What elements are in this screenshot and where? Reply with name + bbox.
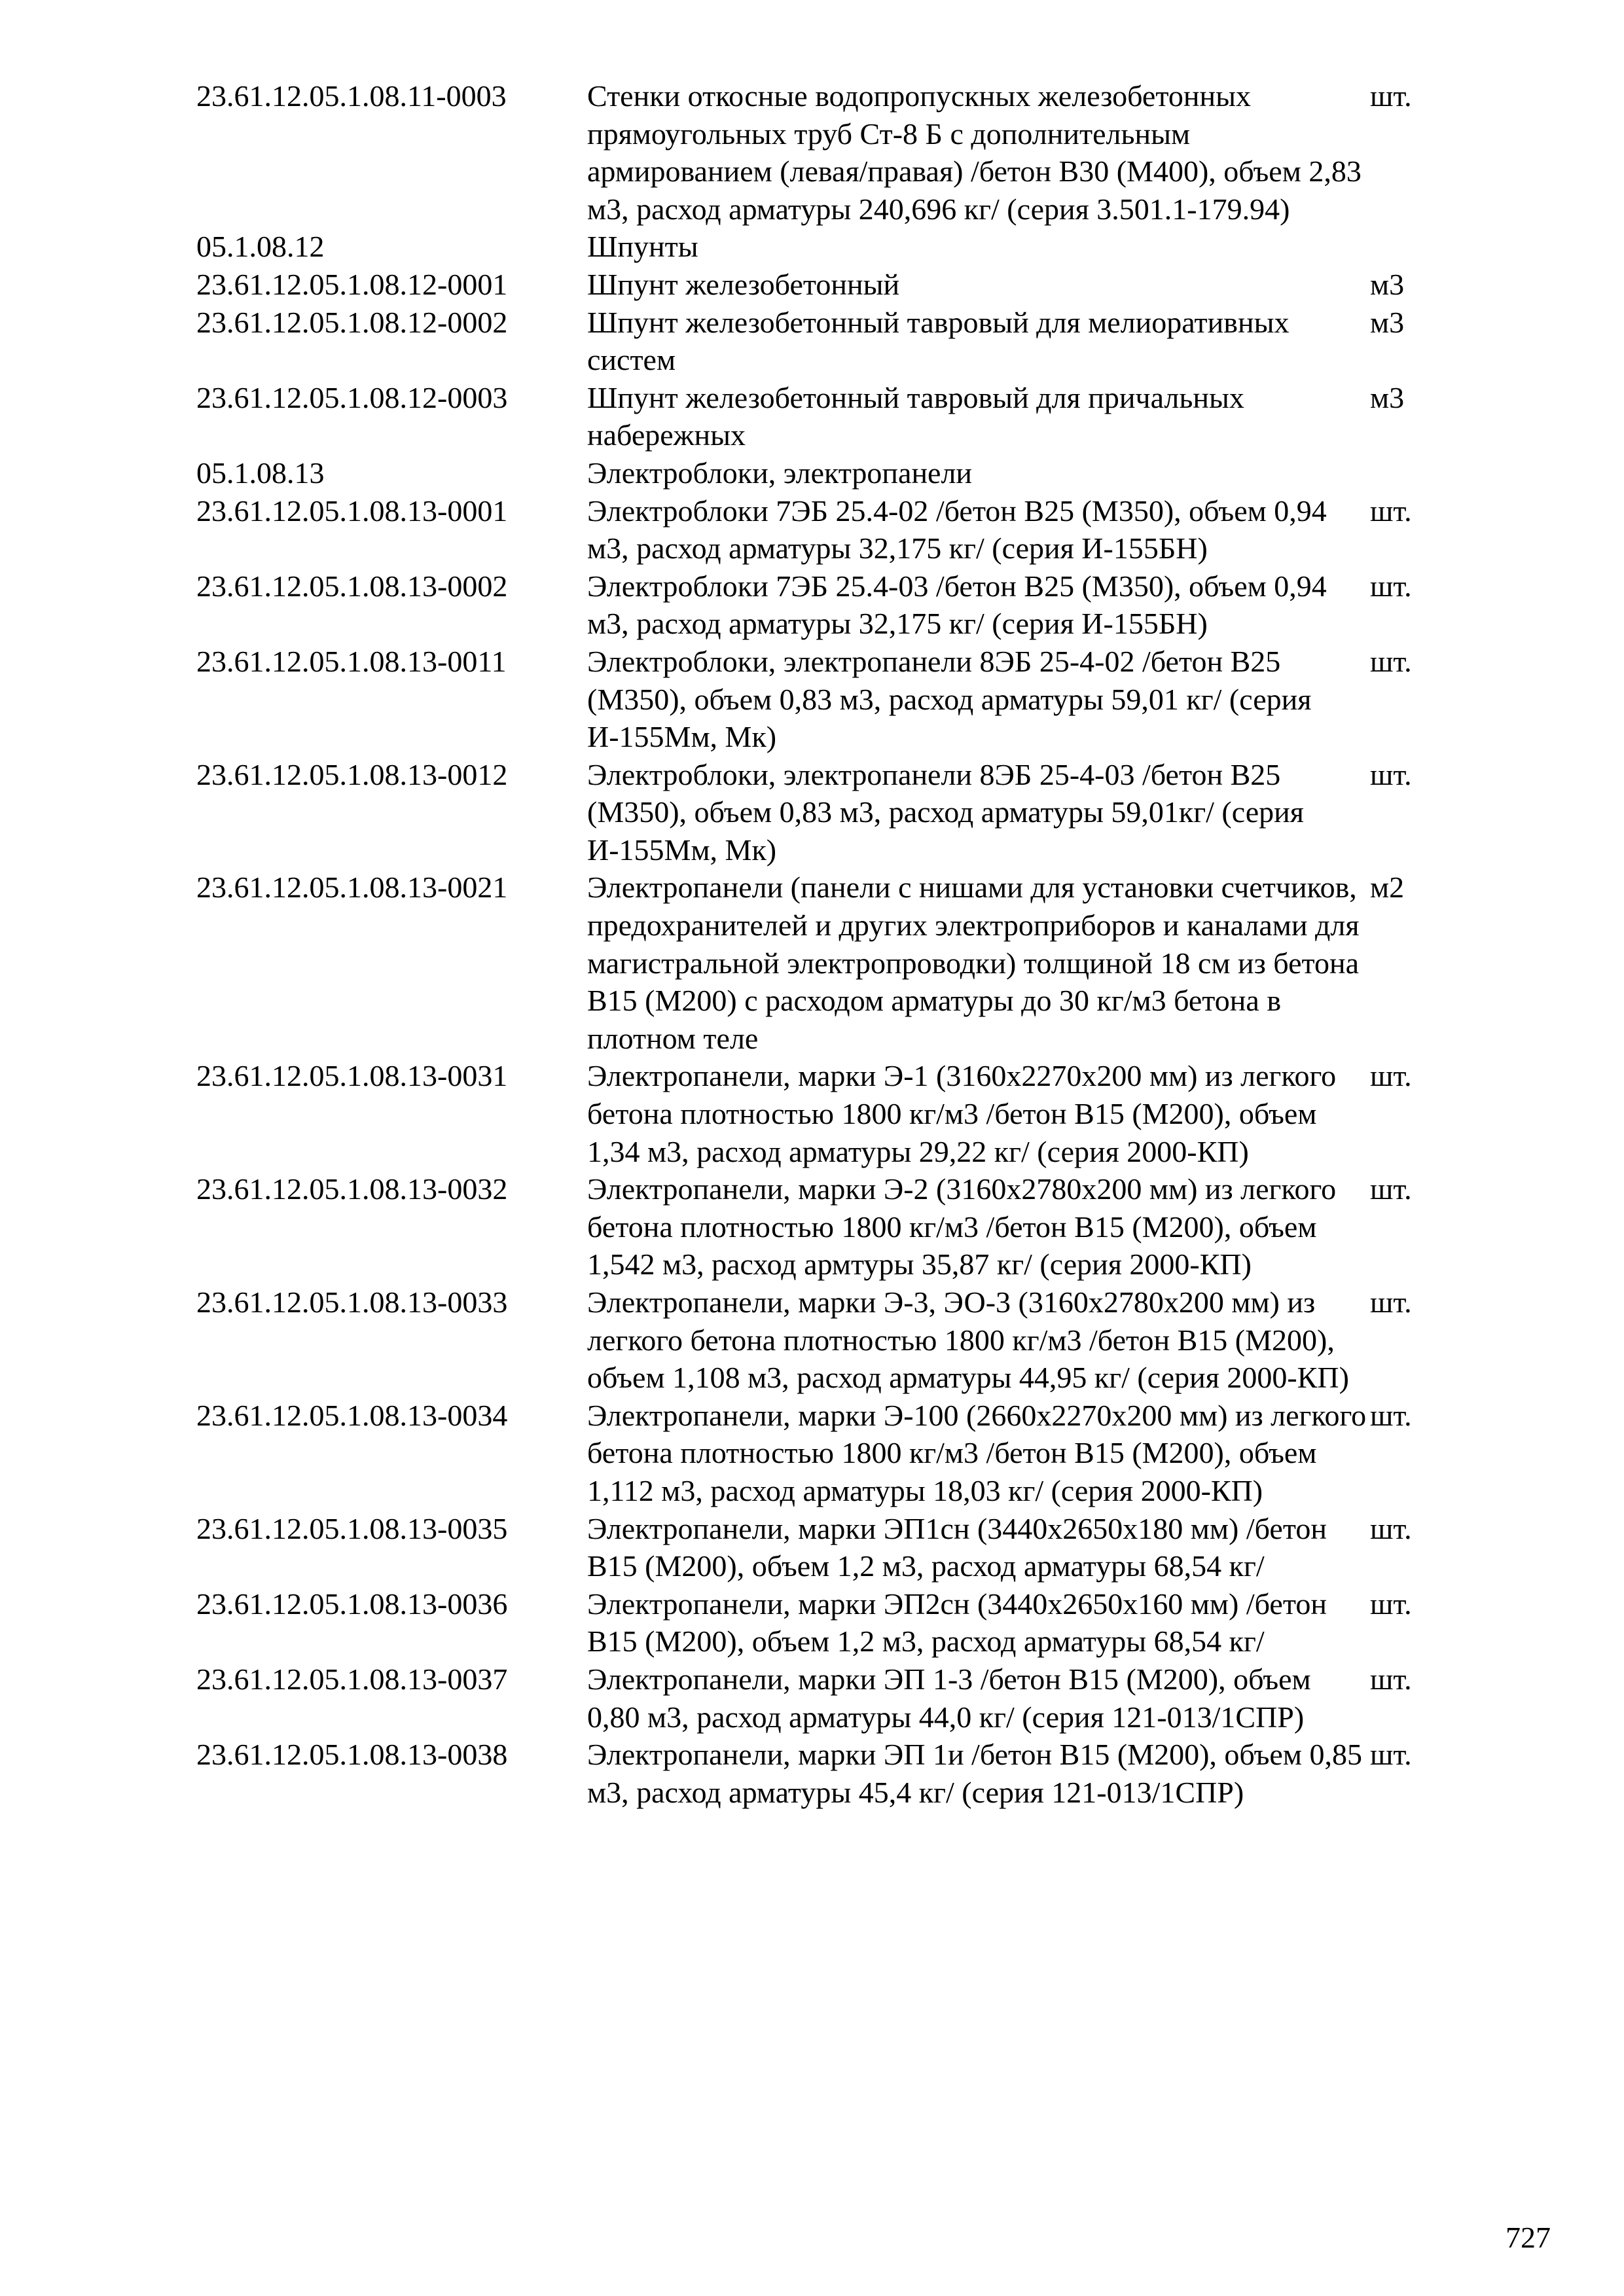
row-unit: м2: [1370, 870, 1405, 905]
table-row: [196, 492, 1427, 567]
table-row: [196, 1397, 1427, 1510]
row-unit: шт.: [1370, 644, 1412, 678]
table-row: [196, 1170, 1427, 1283]
row-name: Шпунт железобетонный: [587, 267, 900, 301]
row-unit: шт.: [1370, 1285, 1412, 1319]
row-name: Стенки откосные водопропускных железобетонных прямоугольных труб Ст-8 Б с дополнительным армированием (левая/правая) /бетон В30 (М400), объем 2,83 м3, расход арматуры 240,696 кг/ (серия 3.501.1-179.94): [587, 79, 1362, 226]
row-code: 23.61.12.05.1.08.13-0038: [196, 1738, 508, 1772]
row-code: 23.61.12.05.1.08.13-0001: [196, 493, 508, 528]
table-row: [196, 266, 1427, 304]
table-row: [196, 304, 1427, 379]
row-code: 23.61.12.05.1.08.12-0001: [196, 267, 508, 301]
row-code: 23.61.12.05.1.08.11-0003: [196, 79, 507, 113]
row-code: 23.61.12.05.1.08.13-0035: [196, 1511, 508, 1545]
row-unit: м3: [1370, 267, 1405, 301]
row-code: 23.61.12.05.1.08.13-0002: [196, 569, 508, 603]
page-number: 727: [1506, 2221, 1551, 2254]
row-name: Электроблоки, электропанели: [587, 456, 973, 490]
row-code: 23.61.12.05.1.08.13-0021: [196, 870, 508, 905]
row-name: Электроблоки, электропанели 8ЭБ 25-4-03 /бетон В25 (М350), объем 0,83 м3, расход арматуры 59,01кг/ (серия И-155Мм, Мк): [587, 757, 1304, 867]
catalog-table: [196, 77, 1427, 1811]
row-code: 23.61.12.05.1.08.13-0033: [196, 1285, 508, 1319]
row-unit: шт.: [1370, 1587, 1412, 1621]
row-code: 23.61.12.05.1.08.13-0036: [196, 1587, 508, 1621]
row-unit: м3: [1370, 380, 1405, 414]
row-code: 23.61.12.05.1.08.13-0031: [196, 1059, 508, 1093]
row-unit: шт.: [1370, 757, 1412, 791]
table-row: [196, 1283, 1427, 1397]
table-row: [196, 379, 1427, 454]
row-code: 23.61.12.05.1.08.13-0012: [196, 757, 508, 791]
row-name: Электроблоки 7ЭБ 25.4-02 /бетон В25 (М350), объем 0,94 м3, расход арматуры 32,175 кг/ (серия И-155БН): [587, 493, 1327, 565]
table-row: [196, 1057, 1427, 1170]
table-row: [196, 1736, 1427, 1811]
row-unit: шт.: [1370, 1511, 1412, 1545]
row-unit: шт.: [1370, 79, 1412, 113]
row-name: Электропанели, марки ЭП2сн (3440х2650х160 мм) /бетон В15 (М200), объем 1,2 м3, расход арматуры 68,54 кг/: [587, 1587, 1327, 1659]
row-name: Электропанели, марки ЭП1сн (3440х2650х180 мм) /бетон В15 (М200), объем 1,2 м3, расход арматуры 68,54 кг/: [587, 1511, 1327, 1583]
table-row: [196, 1585, 1427, 1660]
row-name: Электропанели, марки Э-100 (2660х2270х200 мм) из легкого бетона плотностью 1800 кг/м3 /бетон В15 (М200), объем 1,112 м3, расход арматуры 18,03 кг/ (серия 2000-КП): [587, 1398, 1367, 1507]
row-name: Электропанели, марки Э-1 (3160х2270х200 мм) из легкого бетона плотностью 1800 кг/м3 /бетон В15 (М200), объем 1,34 м3, расход арматуры 29,22 кг/ (серия 2000-КП): [587, 1059, 1337, 1168]
row-code: 23.61.12.05.1.08.12-0003: [196, 380, 508, 414]
row-unit: шт.: [1370, 1172, 1412, 1206]
table-row: [196, 643, 1427, 756]
row-unit: шт.: [1370, 1059, 1412, 1093]
row-unit: шт.: [1370, 1738, 1412, 1772]
row-code: 23.61.12.05.1.08.13-0011: [196, 644, 507, 678]
row-code: 23.61.12.05.1.08.13-0032: [196, 1172, 508, 1206]
row-code: 23.61.12.05.1.08.12-0002: [196, 305, 508, 339]
row-unit: шт.: [1370, 1662, 1412, 1696]
row-unit: м3: [1370, 305, 1405, 339]
table-row: [196, 567, 1427, 643]
row-name: Электропанели, марки ЭП 1и /бетон В15 (М200), объем 0,85 м3, расход арматуры 45,4 кг/ (серия 121-013/1СПР): [587, 1738, 1362, 1809]
row-name: Шпунты: [587, 230, 698, 264]
row-code: 23.61.12.05.1.08.13-0034: [196, 1398, 508, 1432]
row-code: 05.1.08.12: [196, 230, 325, 264]
table-row: [196, 756, 1427, 869]
row-unit: шт.: [1370, 493, 1412, 528]
table-row: [196, 1510, 1427, 1585]
table-row: [196, 228, 1427, 266]
row-unit: шт.: [1370, 1398, 1412, 1432]
row-name: Электроблоки, электропанели 8ЭБ 25-4-02 /бетон В25 (М350), объем 0,83 м3, расход арматуры 59,01 кг/ (серия И-155Мм, Мк): [587, 644, 1312, 754]
row-code: 23.61.12.05.1.08.13-0037: [196, 1662, 508, 1696]
row-name: Шпунт железобетонный тавровый для мелиоративных систем: [587, 305, 1290, 377]
row-name: Электропанели, марки Э-3, ЭО-3 (3160х2780х200 мм) из легкого бетона плотностью 1800 кг/м3 /бетон В15 (М200), объем 1,108 м3, расход арматуры 44,95 кг/ (серия 2000-КП): [587, 1285, 1349, 1395]
row-name: Шпунт железобетонный тавровый для причальных набережных: [587, 380, 1244, 452]
row-name: Электропанели, марки ЭП 1-3 /бетон В15 (М200), объем 0,80 м3, расход арматуры 44,0 кг/ (серия 121-013/1СПР): [587, 1662, 1311, 1734]
row-name: Электроблоки 7ЭБ 25.4-03 /бетон В25 (М350), объем 0,94 м3, расход арматуры 32,175 кг/ (серия И-155БН): [587, 569, 1327, 641]
table-row: [196, 77, 1427, 228]
row-name: Электропанели, марки Э-2 (3160х2780х200 мм) из легкого бетона плотностью 1800 кг/м3 /бетон В15 (М200), объем 1,542 м3, расход армтуры 35,87 кг/ (серия 2000-КП): [587, 1172, 1337, 1282]
row-unit: шт.: [1370, 569, 1412, 603]
row-code: 05.1.08.13: [196, 456, 325, 490]
table-row: [196, 454, 1427, 492]
table-row: [196, 869, 1427, 1057]
table-row: [196, 1660, 1427, 1736]
row-name: Электропанели (панели с нишами для установки счетчиков, предохранителей и других электроприборов и каналами для магистральной электропроводки) толщиной 18 см из бетона В15 (М200) с расходом арматуры до 30 кг/м3 бетона в плотном теле: [587, 870, 1360, 1055]
